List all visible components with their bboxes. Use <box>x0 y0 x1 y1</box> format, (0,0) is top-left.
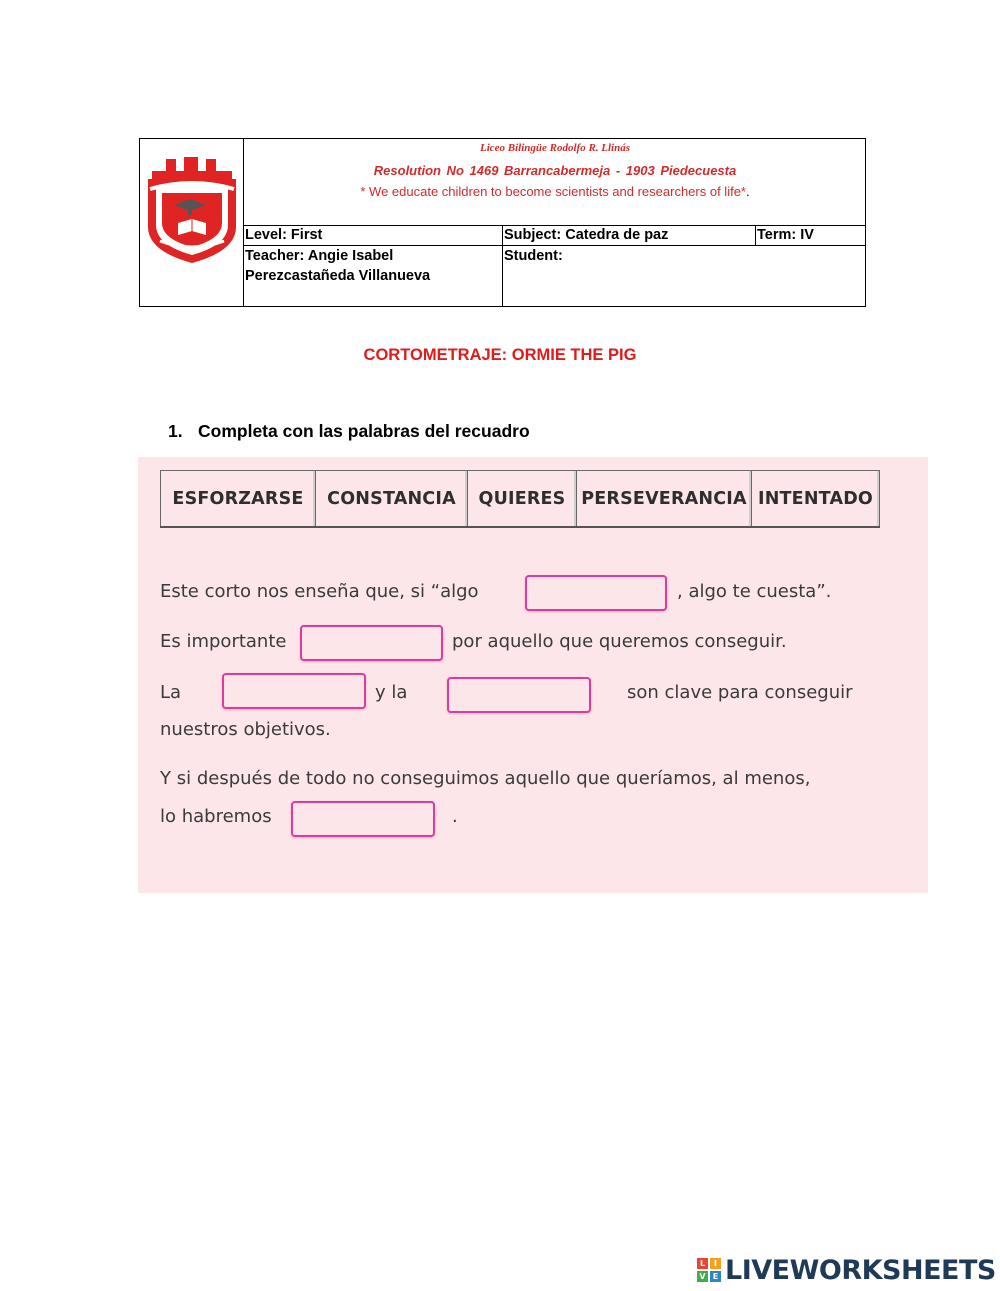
sentence-1-part-a: Este corto nos enseña que, si “algo <box>160 581 479 602</box>
sentence-1-part-b: , algo te cuesta”. <box>677 581 832 602</box>
sentence-2-part-a: Es importante <box>160 631 287 652</box>
word-bank-item: PERSEVERANCIA <box>576 471 751 526</box>
sentence-4-part-c: . <box>452 806 458 827</box>
school-crest-icon <box>140 139 244 306</box>
logo-square: I <box>710 1258 721 1269</box>
word-bank <box>160 470 880 528</box>
header-table <box>139 138 866 307</box>
instruction <box>168 421 530 442</box>
liveworksheets-logo <box>697 1255 996 1285</box>
logo-square: V <box>697 1271 708 1282</box>
sentence-3-part-b: y la <box>375 682 408 703</box>
sentence-3-part-c: son clave para conseguir <box>627 682 853 703</box>
blank-2-input[interactable] <box>300 625 443 661</box>
logo-cell <box>140 139 244 306</box>
logo-square: E <box>710 1271 721 1282</box>
motto-period: . <box>746 184 750 199</box>
teacher-cell-line2: Perezcastañeda Villanueva <box>245 268 431 284</box>
logo-squares-icon <box>697 1258 721 1282</box>
table-divider <box>755 225 756 245</box>
blank-5-input[interactable] <box>291 801 435 837</box>
level-cell: Level: First <box>245 227 323 243</box>
worksheet-title: CORTOMETRAJE: ORMIE THE PIG <box>363 346 637 364</box>
student-cell: Student: <box>504 248 563 264</box>
table-divider <box>502 225 503 306</box>
instruction-number: 1. <box>168 421 183 441</box>
blank-1-input[interactable] <box>525 575 667 611</box>
brand-name: LIVEWORKSHEETS <box>725 1254 996 1286</box>
subject-cell: Subject: Catedra de paz <box>504 227 669 243</box>
instruction-text: Completa con las palabras del recuadro <box>198 421 530 441</box>
logo-square: L <box>697 1258 708 1269</box>
motto-text: * We educate children to become scientists and researchers of life* <box>360 184 746 199</box>
sentence-4-part-a: Y si después de todo no conseguimos aquello que queríamos, al menos, <box>160 768 811 789</box>
blank-3-input[interactable] <box>222 673 366 709</box>
school-name: Liceo Bilingüe Rodolfo R. Llinás <box>479 142 631 154</box>
word-bank-item: CONSTANCIA <box>315 471 467 526</box>
term-cell: Term: IV <box>757 227 814 243</box>
sentence-3-part-d: nuestros objetivos. <box>160 719 331 740</box>
resolution-line: Resolution No 1469 Barrancabermeja - 1903 Piedecuesta <box>373 163 737 178</box>
school-motto <box>244 184 866 199</box>
sentence-3-part-a: La <box>160 682 182 703</box>
blank-4-input[interactable] <box>447 677 591 713</box>
sentence-2-part-b: por aquello que queremos conseguir. <box>452 631 787 652</box>
teacher-cell-line1: Teacher: Angie Isabel <box>245 248 394 264</box>
word-bank-item: INTENTADO <box>751 471 880 526</box>
sentence-4-part-b: lo habremos <box>160 806 272 827</box>
word-bank-item: ESFORZARSE <box>160 471 315 526</box>
word-bank-item: QUIERES <box>467 471 576 526</box>
